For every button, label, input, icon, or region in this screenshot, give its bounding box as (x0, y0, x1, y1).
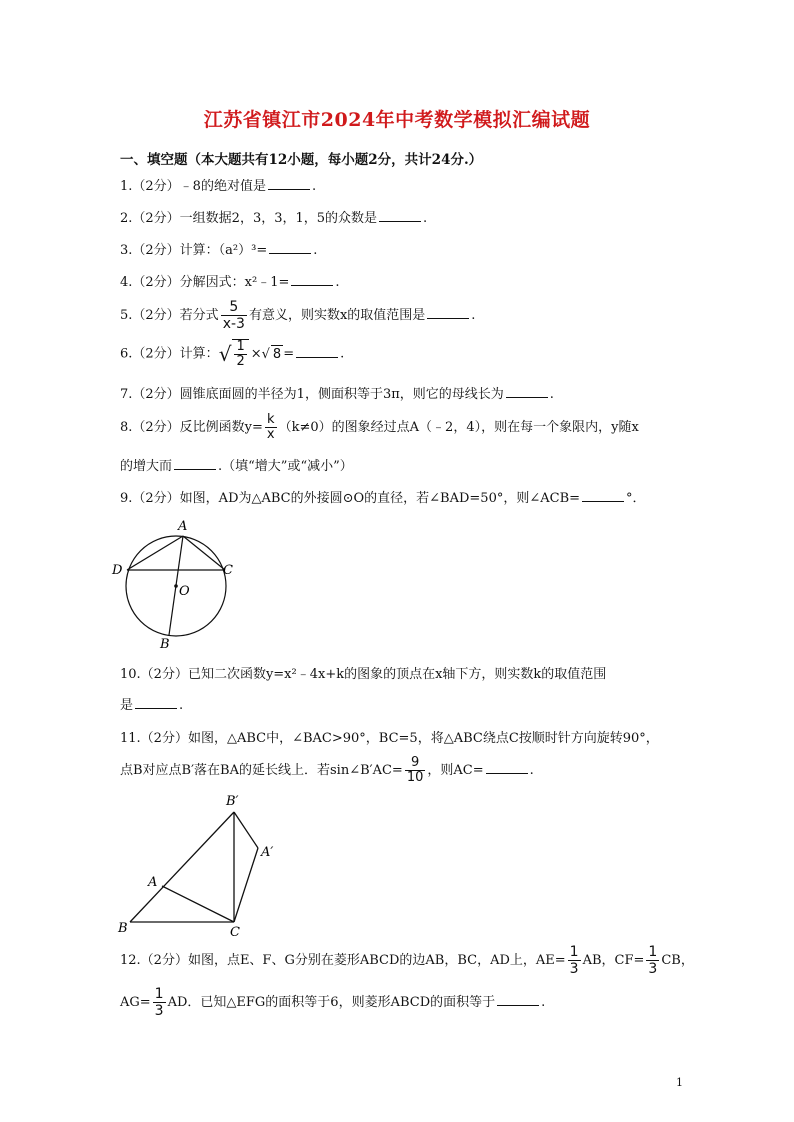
answer-blank (379, 209, 421, 222)
label-C: C (230, 925, 240, 940)
answer-blank (296, 345, 338, 358)
question-7: 7.（2分）圆锥底面圆的半径为1，侧面积等于3π，则它的母线长为 . (120, 387, 554, 402)
question-8: 8.（2分）反比例函数y= $\frac{k}{x}$ （k≠0）的图象经过点A（﹣2，4），则在每一个象限内，y随x (120, 412, 639, 442)
question-5: 5.（2分）若分式 $\frac{5}{x-3}$ 有意义，则实数x的取值范围是 . (120, 299, 476, 332)
question-10: 10.（2分）已知二次函数y=x²﹣4x+k的图象的顶点在x轴下方，则实数k的取值范围 (120, 667, 607, 682)
label-O: O (179, 584, 190, 599)
question-1: 1.（2分）﹣8的绝对值是 . (120, 179, 317, 194)
sqrt-eight: √ 8 (261, 346, 282, 362)
sqrt-fraction: √ $\frac{1}{2}$ (219, 339, 251, 369)
answer-blank (497, 993, 539, 1006)
fraction: $\frac{1}{3}$ (648, 944, 658, 977)
section-heading: 一、填空题（本大题共有12小题，每小题2分，共计24分.） (120, 152, 483, 168)
answer-blank (582, 489, 624, 502)
question-8-line2: 的增大而 .（填“增大”或“减小”） (120, 459, 353, 474)
label-B-prime: B′ (226, 794, 239, 809)
question-9: 9.（2分）如图，AD为△ABC的外接圆⊙O的直径，若∠BAD=50°，则∠ACB= °． (120, 491, 646, 506)
label-B: B (160, 637, 170, 648)
page-number: 1 (676, 1076, 683, 1089)
fraction: $\frac{5}{x-3}$ (222, 299, 245, 332)
figure-circle (110, 516, 240, 648)
label-A: A (148, 875, 158, 890)
label-A-prime: A′ (261, 845, 274, 860)
question-3: 3.（2分）计算：（a²）³= . (120, 243, 318, 258)
question-11-line2: 点B对应点B′落在BA的延长线上．若sin∠B′AC= $\frac{9}{10}$ ，则AC= . (120, 755, 534, 785)
label-B: B (118, 921, 128, 936)
answer-blank (135, 696, 177, 709)
question-12: 12.（2分）如图，点E、F、G分别在菱形ABCD的边AB，BC，AD上，AE= $\frac{1}{3}$ AB，CF= $\frac{1}{3}$ CB， (120, 944, 694, 977)
answer-blank (506, 385, 548, 398)
question-4: 4.（2分）分解因式：x²﹣1= . (120, 275, 340, 290)
label-C: C (223, 563, 233, 578)
fraction: $\frac{9}{10}$ (406, 755, 424, 785)
question-12-line2: AG= $\frac{1}{3}$ AD．已知△EFG的面积等于6，则菱形ABCD的面积等于 . (120, 986, 546, 1019)
label-D: D (112, 563, 123, 578)
figure-rotation (110, 790, 290, 940)
answer-blank (268, 177, 310, 190)
answer-blank (269, 241, 311, 254)
fraction: $\frac{1}{3}$ (569, 944, 579, 977)
answer-blank (174, 457, 216, 470)
question-6: 6.（2分）计算：√ $\frac{1}{2}$ ×√ 8 = . (120, 339, 345, 369)
question-2: 2.（2分）一组数据2，3，3，1，5的众数是 . (120, 211, 428, 226)
answer-blank (291, 273, 333, 286)
fraction: $\frac{k}{x}$ (266, 412, 275, 442)
question-11: 11.（2分）如图，△ABC中，∠BAC>90°，BC=5，将△ABC绕点C按顺时针方向旋转90°， (120, 731, 659, 746)
fraction: $\frac{1}{3}$ (154, 986, 164, 1019)
answer-blank (427, 306, 469, 319)
question-10-line2: 是 . (120, 698, 184, 713)
label-A: A (178, 519, 188, 534)
page-title: 江苏省镇江市2024年中考数学模拟汇编试题 (203, 109, 591, 131)
answer-blank (486, 761, 528, 774)
